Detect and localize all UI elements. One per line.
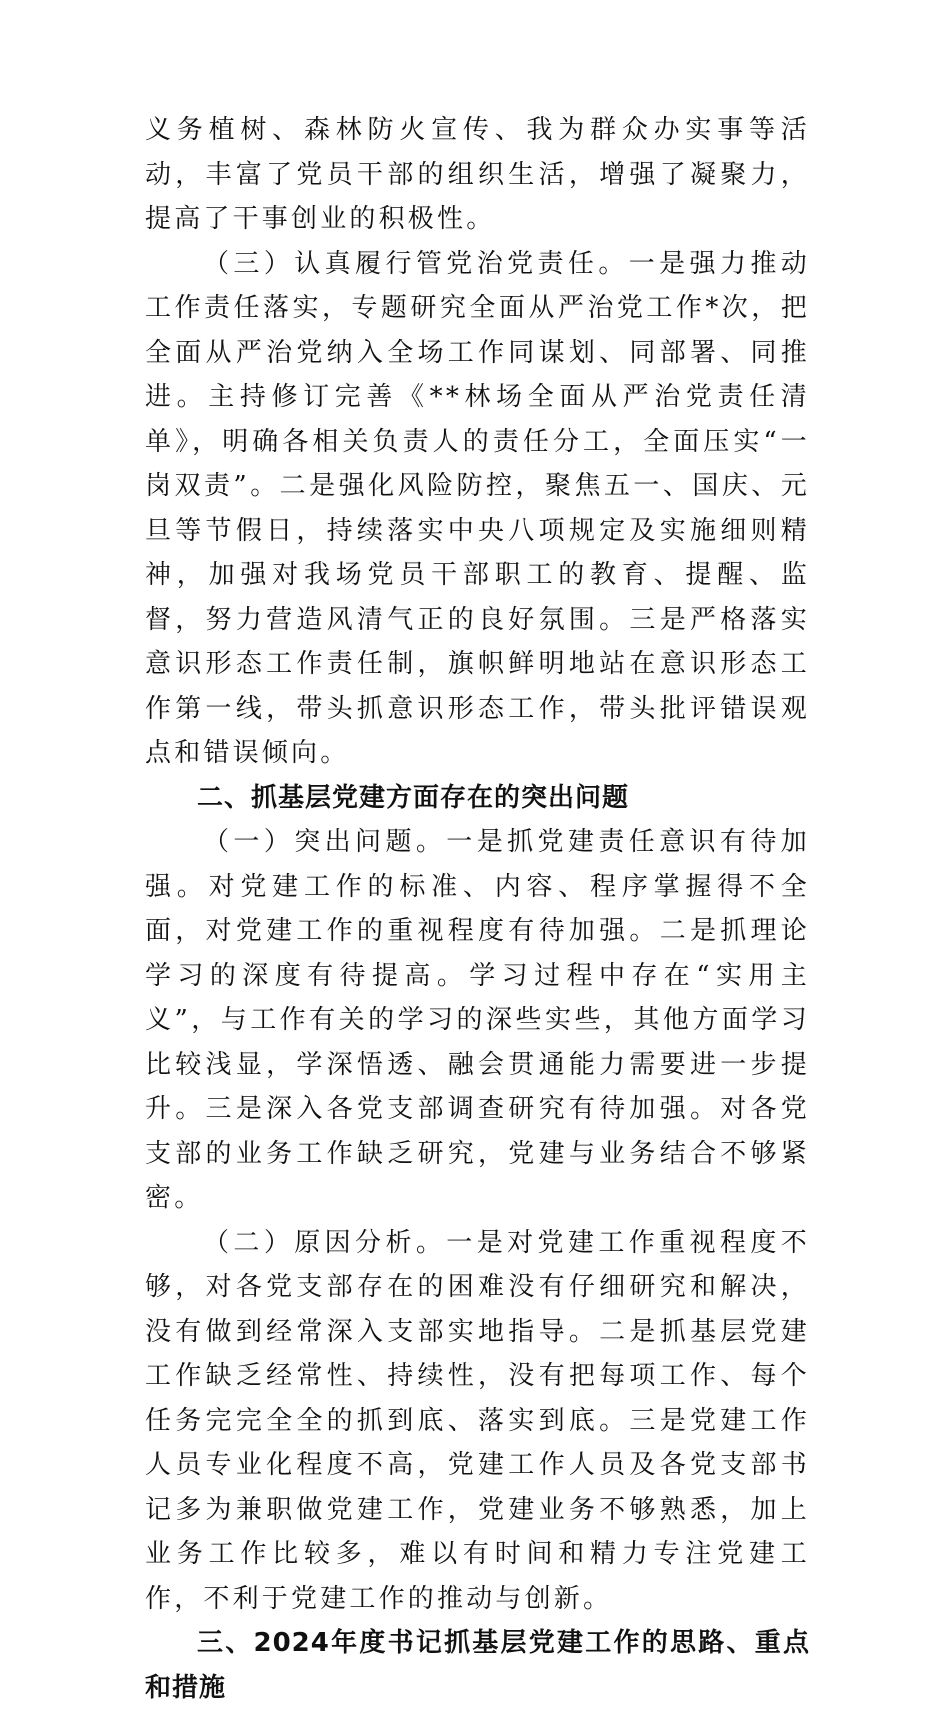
document-body [145, 108, 810, 1710]
paragraph-section-3: （三）认真履行管党治党责任。一是强力推动工作责任落实，专题研究全面从严治党工作*次，把全面从严治党纳入全场工作同谋划、同部署、同推进。主持修订完善《**林场全面从严治党责任清单》，明确各相关负责人的责任分工，全面压实“一岗双责”。二是强化风险防控，聚焦五一、国庆、元旦等节假日，持续落实中央八项规定及实施细则精神，加强对我场党员干部职工的教育、提醒、监督，努力营造风清气正的良好氛围。三是严格落实意识形态工作责任制，旗帜鲜明地站在意识形态工作第一线，带头抓意识形态工作，带头批评错误观点和错误倾向。 [145, 248, 810, 768]
paragraph-prominent-problems: （一）突出问题。一是抓党建责任意识有待加强。对党建工作的标准、内容、程序掌握得不全面，对党建工作的重视程度有待加强。二是抓理论学习的深度有待提高。学习过程中存在“实用主义”，与工作有关的学习的深些实些，其他方面学习比较浅显，学深悟透、融会贯通能力需要进一步提升。三是深入各党支部调查研究有待加强。对各党支部的业务工作缺乏研究，党建与业务结合不够紧密。 [145, 827, 810, 1213]
paragraph-cause-analysis: （二）原因分析。一是对党建工作重视程度不够，对各党支部存在的困难没有仔细研究和解决，没有做到经常深入支部实地指导。二是抓基层党建工作缺乏经常性、持续性，没有把每项工作、每个任务完完全全的抓到底、落实到底。三是党建工作人员专业化程度不高，党建工作人员及各党支部书记多为兼职做党建工作，党建业务不够熟悉，加上业务工作比较多，难以有时间和精力专注党建工作，不利于党建工作的推动与创新。 [145, 1227, 810, 1614]
paragraph-continuation: 义务植树、森林防火宣传、我为群众办实事等活动，丰富了党员干部的组织生活，增强了凝聚力，提高了干事创业的积极性。 [145, 115, 810, 234]
section-heading-3: 三、2024年度书记抓基层党建工作的思路、重点和措施 [145, 1628, 810, 1703]
section-heading-2: 二、抓基层党建方面存在的突出问题 [197, 782, 630, 813]
